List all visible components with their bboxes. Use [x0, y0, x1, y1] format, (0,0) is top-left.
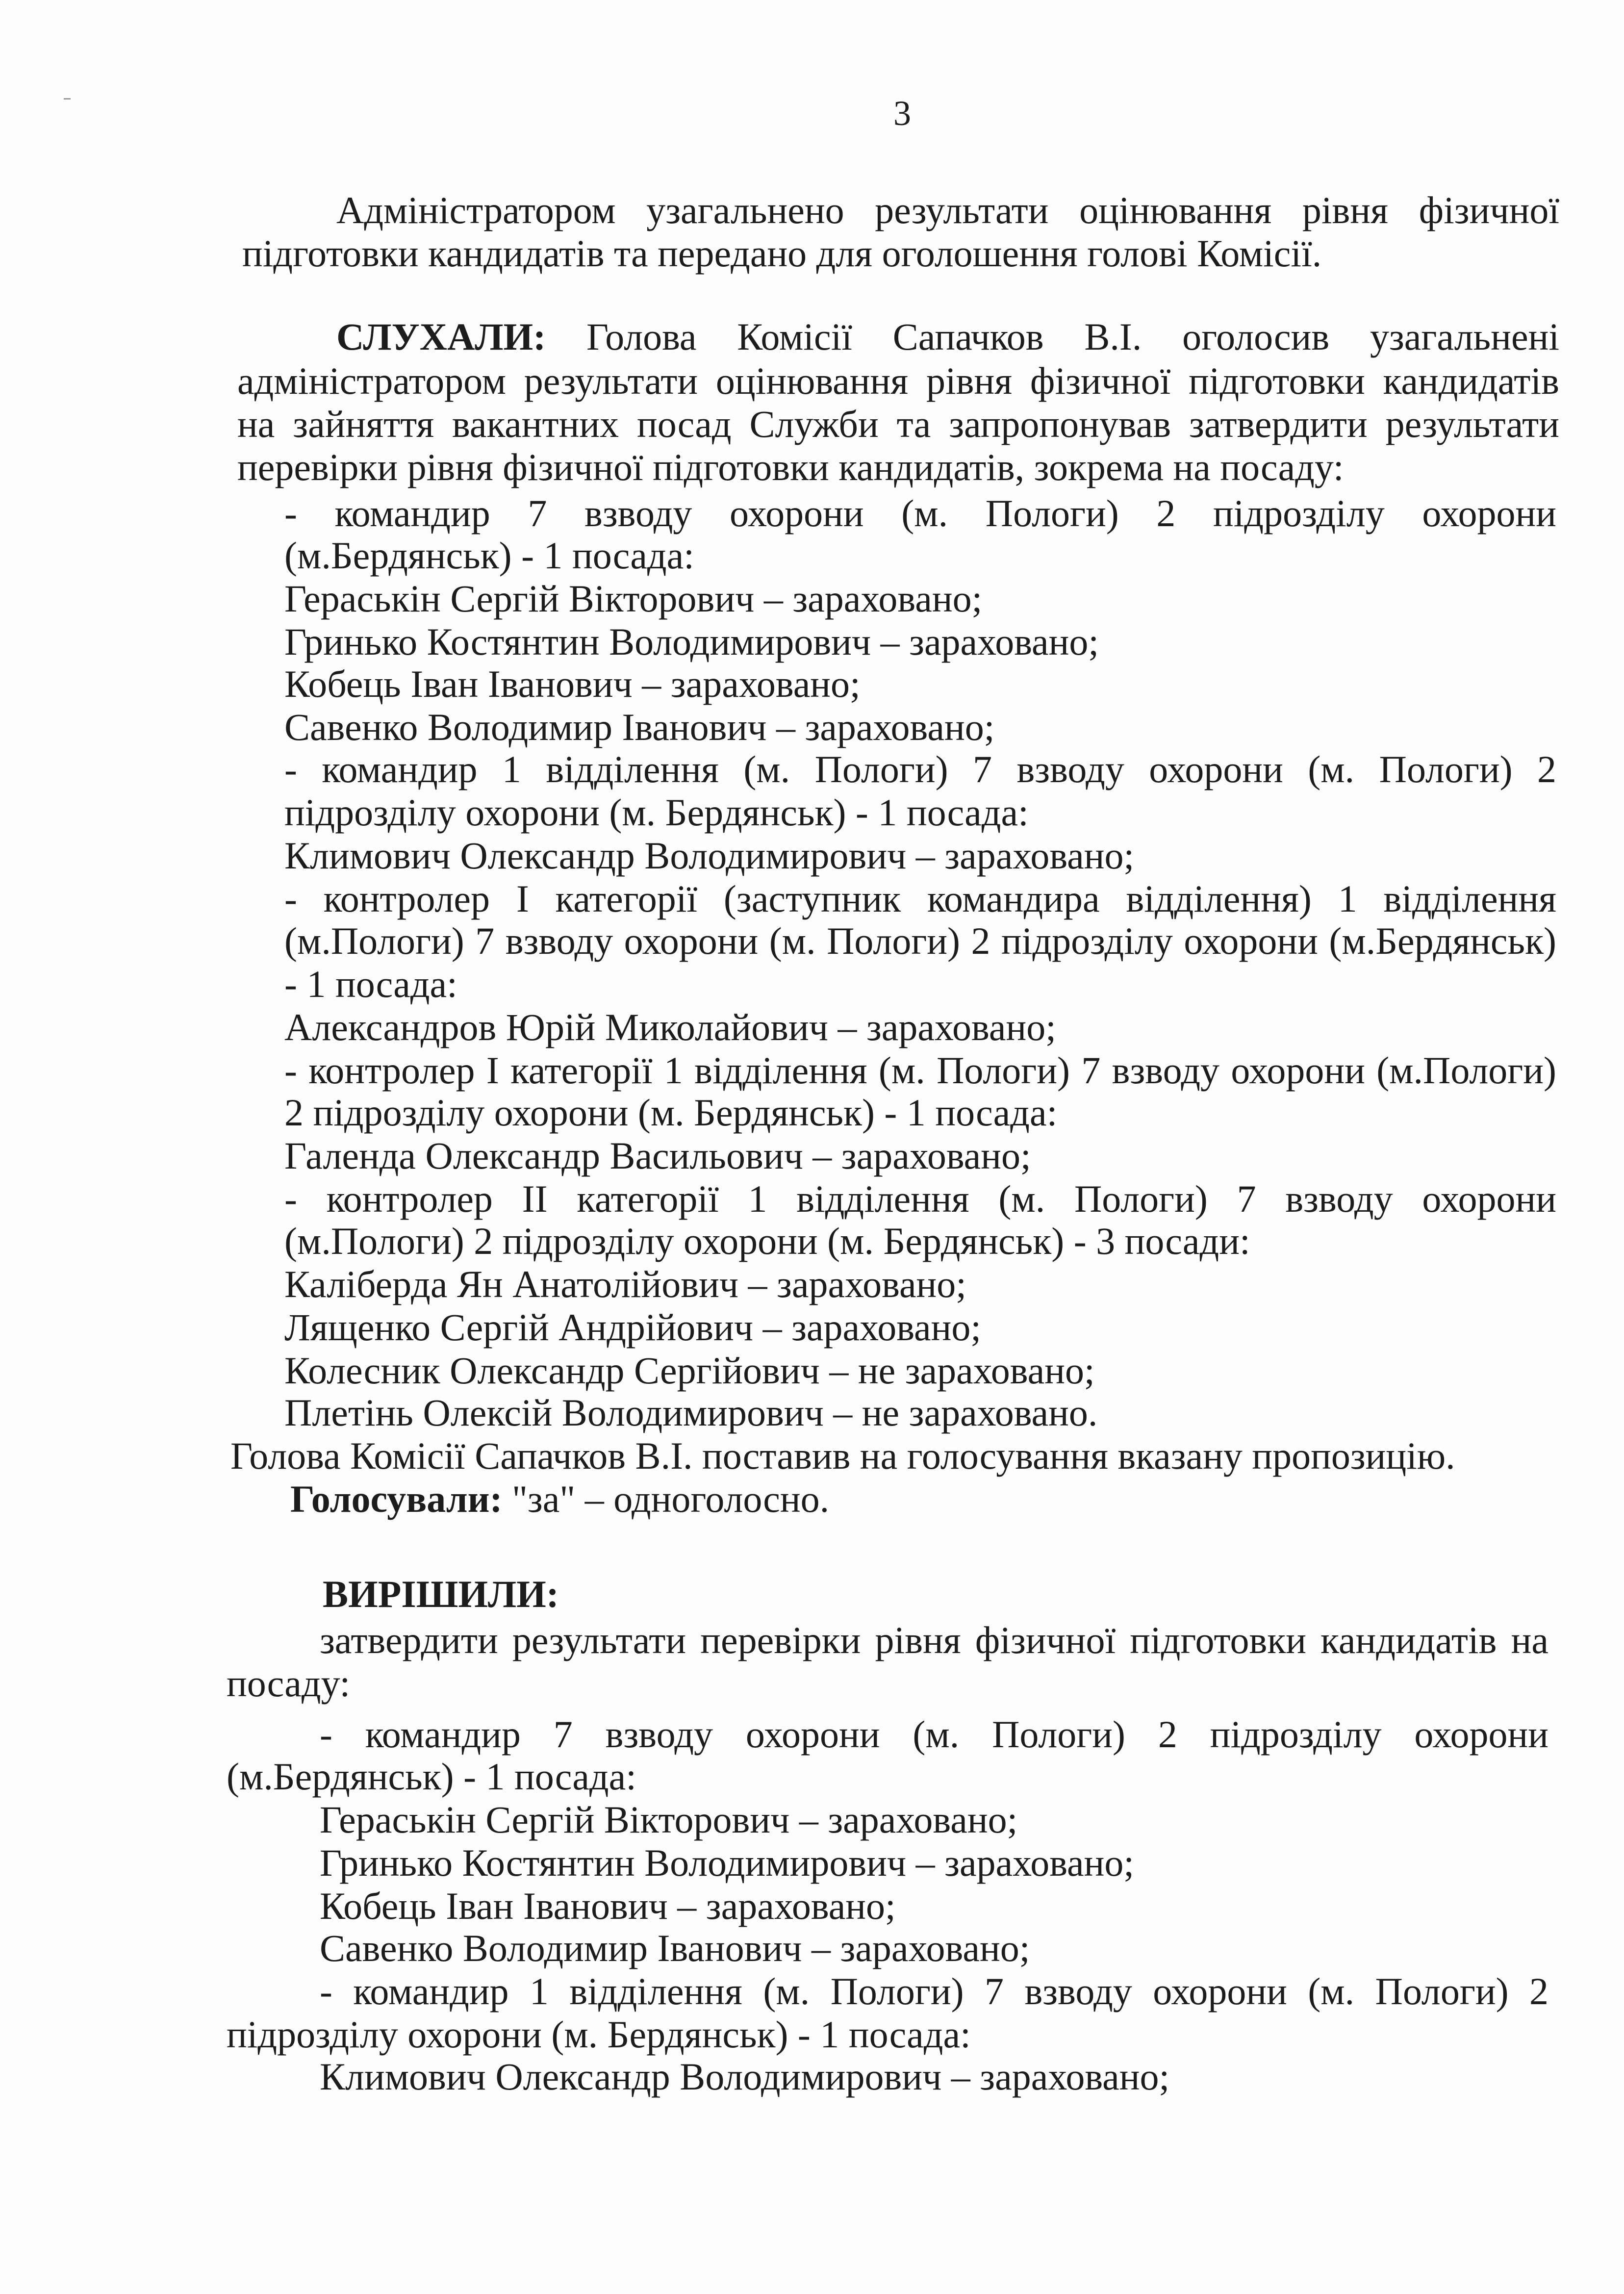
heard-item: 2 підрозділу охорони (м. Бердянськ) - 1 посада:	[284, 1091, 1058, 1134]
heard-item: Кобець Іван Іванович – зараховано;	[284, 663, 861, 705]
heard-item: (м.Пологи) 2 підрозділу охорони (м. Бердянськ) - 3 посади:	[284, 1220, 1250, 1262]
decided-item: (м.Бердянськ) - 1 посада:	[227, 1755, 636, 1798]
heard-item: - контролер І категорії 1 відділення (м. Пологи) 7 взводу охорони (м.Пологи)	[284, 1049, 1556, 1092]
heard-item: Климович Олександр Володимирович – зараховано;	[284, 834, 1135, 877]
heard-item: (м.Бердянськ) - 1 посада:	[284, 534, 694, 577]
heard-item: - 1 посада:	[284, 963, 457, 1005]
decided-item: Кобець Іван Іванович – зараховано;	[320, 1885, 896, 1927]
heard-line-4: перевірки рівня фізичної підготовки кандидатів, зокрема на посаду:	[237, 446, 1344, 488]
heard-item: Гринько Костянтин Володимирович – зараховано;	[284, 620, 1099, 663]
heard-item: Колесник Олександр Сергійович – не зараховано;	[284, 1349, 1095, 1392]
heard-item: Галенда Олександр Васильович – зараховано;	[284, 1134, 1031, 1177]
heard-item: Плетінь Олексій Володимирович – не зараховано.	[284, 1391, 1098, 1434]
decided-item: Гераськін Сергій Вікторович – зараховано;	[320, 1798, 1018, 1841]
heard-item: - контролер ІІ категорії 1 відділення (м. Пологи) 7 взводу охорони	[284, 1177, 1556, 1220]
voted-result: "за" – одноголосно.	[512, 1478, 830, 1520]
decided-item: Климович Олександр Володимирович – зараховано;	[320, 2055, 1170, 2098]
vote-proposal: Голова Комісії Сапачков В.І. поставив на голосування вказану пропозицію.	[230, 1434, 1455, 1477]
heard-item: підрозділу охорони (м. Бердянськ) - 1 посада:	[284, 791, 1029, 834]
heard-item: - командир 7 взводу охорони (м. Пологи) 2 підрозділу охорони	[284, 492, 1556, 535]
heard-line-3: на зайняття вакантних посад Служби та запропонував затвердити результати	[237, 403, 1559, 445]
heard-label: СЛУХАЛИ:	[336, 315, 546, 358]
intro-line-1: Адміністратором узагальнено результати оцінювання рівня фізичної	[336, 189, 1559, 231]
heard-item: Каліберда Ян Анатолійович – зараховано;	[284, 1263, 966, 1305]
intro-line-2: підготовки кандидатів та передано для оголошення голові Комісії.	[242, 232, 1322, 275]
decided-item: - командир 7 взводу охорони (м. Пологи) 2 підрозділу охорони	[320, 1713, 1548, 1756]
heard-item: Гераськін Сергій Вікторович – зараховано;	[284, 577, 983, 620]
decided-item: Гринько Костянтин Володимирович – зараховано;	[320, 1841, 1135, 1884]
heard-line-2: адміністратором результати оцінювання рівня фізичної підготовки кандидатів	[237, 359, 1559, 402]
page-number: 3	[893, 94, 911, 133]
decided-item: підрозділу охорони (м. Бердянськ) - 1 посада:	[227, 2013, 971, 2056]
voted-label: Голосували:	[290, 1478, 503, 1520]
decided-line-2: посаду:	[227, 1662, 351, 1705]
heard-item: (м.Пологи) 7 взводу охорони (м. Пологи) 2 підрозділу охорони (м.Бердянськ)	[284, 919, 1556, 962]
heard-line-1-rest: Голова Комісії Сапачков В.І. оголосив узагальнені	[586, 315, 1559, 358]
heard-item: - контролер І категорії (заступник командира відділення) 1 відділення	[284, 877, 1556, 920]
heard-item: - командир 1 відділення (м. Пологи) 7 взводу охорони (м. Пологи) 2	[284, 748, 1556, 790]
heard-item: Лященко Сергій Андрійович – зараховано;	[284, 1306, 982, 1349]
voted-line	[290, 1480, 829, 1518]
decided-item: - командир 1 відділення (м. Пологи) 7 взводу охорони (м. Пологи) 2	[320, 1970, 1548, 2013]
decided-item: Савенко Володимир Іванович – зараховано;	[320, 1927, 1030, 1969]
decided-label: ВИРІШИЛИ:	[323, 1573, 559, 1615]
heard-item: Александров Юрій Миколайович – зараховано;	[284, 1006, 1056, 1048]
heard-item: Савенко Володимир Іванович – зараховано;	[284, 706, 995, 748]
heard-line-1	[336, 315, 1559, 358]
decided-line-1: затвердити результати перевірки рівня фізичної підготовки кандидатів на	[320, 1619, 1548, 1661]
